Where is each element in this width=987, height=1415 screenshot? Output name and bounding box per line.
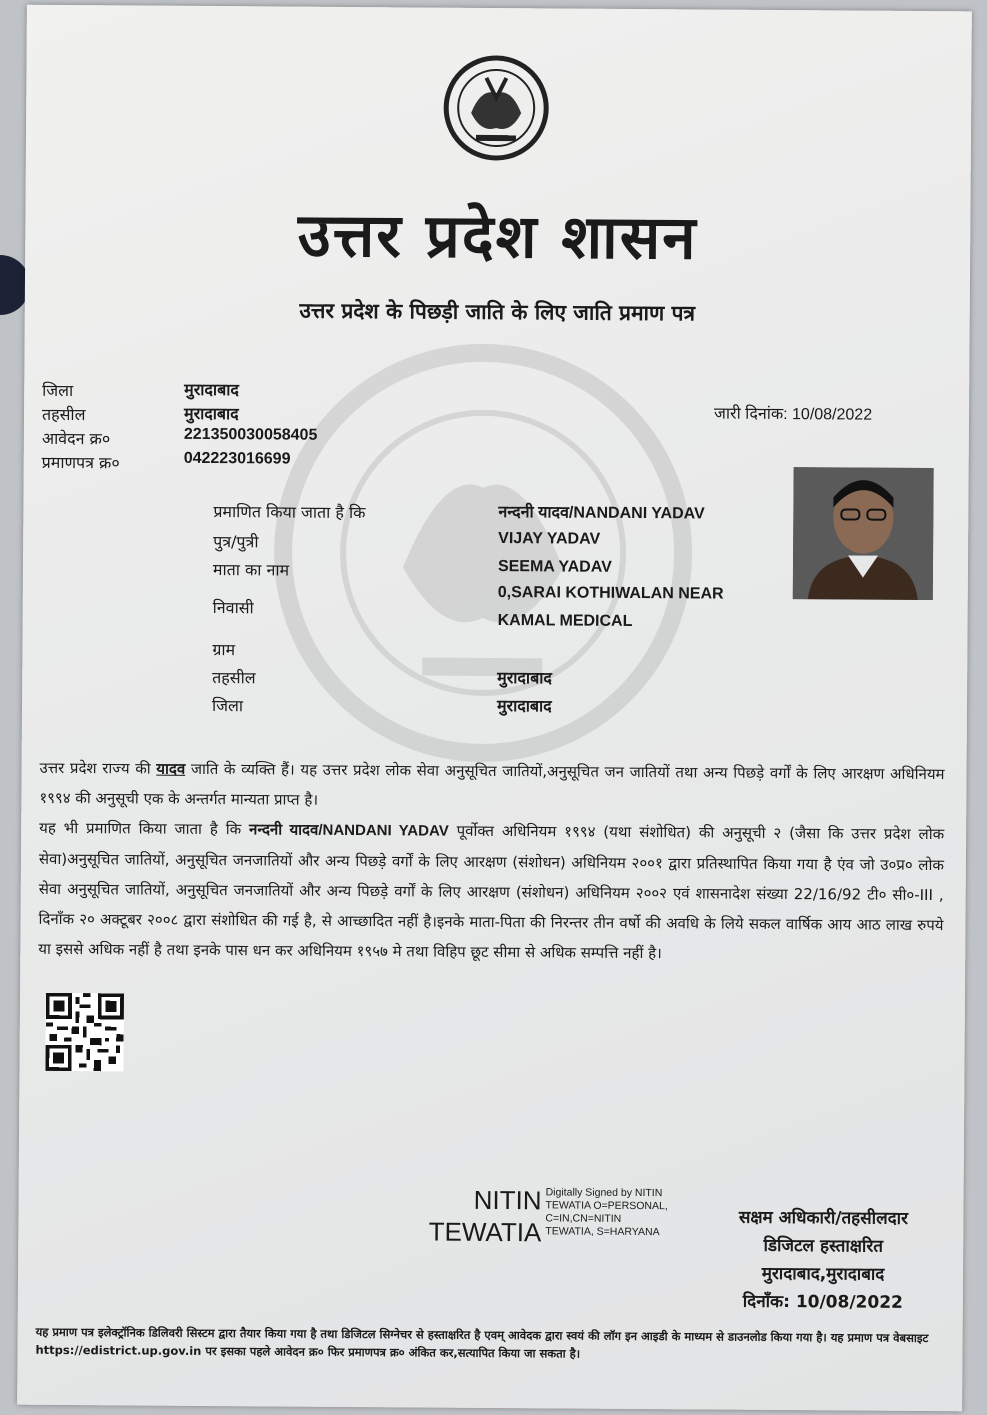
district-label: जिला <box>42 380 74 401</box>
signer-last-name: TEWATIA <box>428 1216 542 1248</box>
authority-title: सक्षम अधिकारी/तहसीलदार <box>738 1207 909 1229</box>
certificate-label: प्रमाणपत्र क्र० <box>41 452 120 473</box>
digital-sign-line: TEWATIA, S=HARYANA <box>545 1225 660 1239</box>
certificate-body <box>38 753 944 970</box>
authority-location: मुरादाबाद,मुरादाबाद <box>761 1263 885 1285</box>
application-label: आवेदन क्र० <box>41 428 111 449</box>
authority-digital: डिजिटल हस्ताक्षरित <box>763 1235 884 1257</box>
certificate-subtitle: उत्तर प्रदेश के पिछड़ी जाति के लिए जाति प्रमाण पत्र <box>299 298 696 326</box>
tehsil-value: मुरादाबाद <box>183 405 239 424</box>
issuing-authority <box>708 1204 939 1318</box>
footer-note: यह प्रमाण पत्र इलेक्ट्रॉनिक डिलिवरी सिस्टम द्वारा तैयार किया गया है तथा डिजिटल सिग्नेचर से हस्ताक्षरित है एवम् आवेदक द्वारा स्वयं की लॉग इन आइडी के माध्यम से डाउनलोड किया गया है। यह प्रमाण पत्र वेबसाइट https://edistrict.up.gov.in पर इसका पहले आवेदन क्र० फिर प्रमाणपत्र क्र० अंकित कर,सत्यापित किया जा सकता है। <box>35 1324 929 1361</box>
mother-name: SEEMA YADAV <box>497 558 612 576</box>
district-value: मुरादाबाद <box>184 381 239 400</box>
father-name: VIJAY YADAV <box>498 530 601 548</box>
digital-signature-info <box>545 1186 695 1239</box>
up-government-emblem <box>431 53 562 164</box>
applicant-name: नन्दनी यादव/NANDANI YADAV <box>498 504 705 523</box>
qr-code <box>45 993 124 1072</box>
body-text: जाति के व्यक्ति हैं। यह उत्तर प्रदेश लोक सेवा अनुसूचित जातियों,अनुसूचित जन जातियों तथा अन्य पिछड़े वर्गों के लिए आरक्षण अधिनियम १९९४ की अनुसूची एक के अन्तर्गत मान्यता प्राप्त है। <box>39 759 945 809</box>
certificate-number: 042223016699 <box>183 449 291 468</box>
body-text: उत्तर प्रदेश राज्य की <box>39 758 157 778</box>
watermark-seal <box>271 316 694 789</box>
issue-date: जारी दिनांक: 10/08/2022 <box>713 405 873 424</box>
application-number: 221350030058405 <box>183 425 318 444</box>
applicant-name-inline: नन्दनी यादव/NANDANI YADAV <box>248 821 449 840</box>
address-line2: KAMAL MEDICAL <box>497 612 633 630</box>
person-tehsil-label: तहसील <box>212 668 256 688</box>
certified-label: प्रमाणित किया जाता है कि <box>213 502 366 523</box>
digital-sign-line: TEWATIA O=PERSONAL, <box>545 1199 668 1213</box>
digital-sign-line: C=IN,CN=NITIN <box>545 1212 622 1225</box>
page-title: उत्तर प्रदेश शासन <box>297 200 698 274</box>
body-text: यह भी प्रमाणित किया जाता है कि <box>39 818 250 839</box>
caste-name: यादव <box>156 759 186 778</box>
body-text: पूर्वोक्त अधिनियम १९९४ (यथा संशोधित) की अनुसूची २ (जैसा कि उत्तर प्रदेश लोक सेवा)अनुसूचित जातियों, अनुसूचित जनजातियों और अन्य पिछड़े वर्गों के लिए आरक्षण (संशोधन) अधिनियम २००१ द्वारा प्रतिस्थापित किया गया है एंव जो उ०प्र० लोक सेवा अनुसूचित जातियों, अनुसूचित जनजातियों और अन्य पिछड़े वर्गों के लिए आरक्षण (संशोधन) अधिनियम २००२ एवं शासनादेश संख्या 22/16/92 टी० सी०-III , दिनाँक २० अक्टूबर २००८ द्वारा संशोधित की गई है, से आच्छादित नहीं है।इनके माता-पिता की निरन्तर तीन वर्षो की अवधि के लिये सकल वार्षिक आय आठ लाख रुपये या इससे अधिक नहीं है तथा इनके पास धन कर अधिनियम १९५७ मे तथा विहिप छूट सीमा से अधिक सम्पत्ति नहीं है। <box>38 821 945 963</box>
body-paragraph-1 <box>39 753 944 819</box>
person-tehsil-value: मुरादाबाद <box>497 670 552 688</box>
tehsil-label: तहसील <box>41 404 86 425</box>
son-daughter-label: पुत्र/पुत्री <box>213 532 259 552</box>
person-district-value: मुरादाबाद <box>496 698 552 716</box>
signer-first-name: NITIN <box>473 1184 542 1216</box>
certificate-page <box>17 5 972 1412</box>
applicant-photo <box>793 467 934 600</box>
address-line1: 0,SARAI KOTHIWALAN NEAR <box>497 584 724 603</box>
digital-sign-line: Digitally Signed by NITIN <box>545 1186 663 1200</box>
body-paragraph-2 <box>38 813 944 970</box>
authority-date: दिनाँक: 10/08/2022 <box>742 1291 903 1313</box>
person-district-label: जिला <box>211 696 244 716</box>
resident-label: निवासी <box>212 598 254 618</box>
mother-label: माता का नाम <box>212 560 290 580</box>
signer-name <box>413 1183 541 1248</box>
village-label: ग्राम <box>212 640 236 660</box>
